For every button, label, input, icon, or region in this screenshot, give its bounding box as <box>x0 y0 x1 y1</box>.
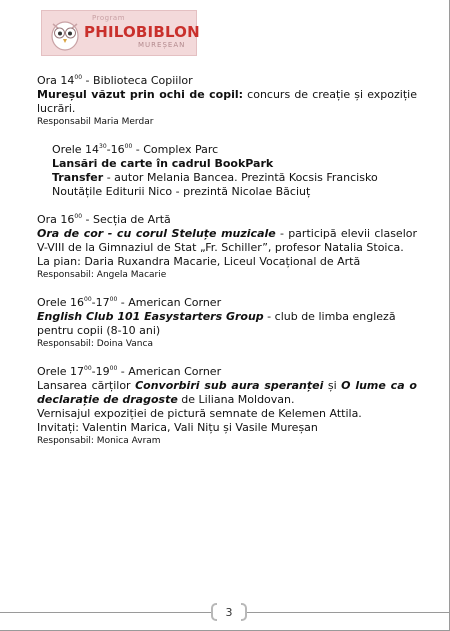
event-time: Orele $16^{00}-17^{00}$ - American Corner <box>37 296 222 309</box>
program-content <box>37 74 417 462</box>
logo-name-text: PHILOBIBLON <box>84 23 200 41</box>
event-responsible: Responsabil: Doina Vanca <box>37 339 153 349</box>
event-block <box>37 365 417 448</box>
event-block <box>37 74 417 129</box>
logo-city-text: MUREȘEAN <box>138 41 186 49</box>
event-time: Orele $14^{30}-16^{00}$ - Complex Parc <box>52 143 219 156</box>
event-title: Lansarea cărților Convorbiri sub aura speranței și O lume ca o declarație de dragoste de Liliana Moldovan. <box>37 379 417 406</box>
event-responsible: Responsabil: Monica Avram <box>37 436 161 446</box>
owl-icon <box>48 15 82 51</box>
right-brace-icon <box>241 603 247 621</box>
event-block <box>37 296 417 351</box>
event-title: Ora de cor - cu corul Steluțe muzicale - participă elevii claselor V-VIII de la Gimnaziul de Stat „Fr. Schiller”, profesor Natalia Stoica. <box>37 227 418 254</box>
event-time: Ora $14^{00}$ - Biblioteca Copiilor <box>37 74 193 87</box>
event-block <box>37 143 417 199</box>
event-detail: Invitați: Valentin Marica, Vali Nițu și Vasile Mureșan <box>37 421 318 434</box>
event-title: English Club 101 Easystarters Group - club de limba engleză pentru copii (8-10 ani) <box>37 310 396 337</box>
event-responsible: Responsabil: Angela Macarie <box>37 270 167 280</box>
left-brace-icon <box>211 603 217 621</box>
page-number: 3 <box>225 606 233 619</box>
event-time: Orele $17^{00}-19^{00}$ - American Corner <box>37 365 222 378</box>
logo-program-text: Program <box>92 14 126 22</box>
page-number-badge <box>211 603 247 623</box>
philobiblon-logo <box>41 10 200 56</box>
event-responsible: Responsabil Maria Merdar <box>37 117 154 127</box>
event-time: Ora $16^{00}$ - Secția de Artă <box>37 213 171 226</box>
event-detail: Noutățile Editurii Nico - prezintă Nicolae Băciuț <box>52 185 311 198</box>
event-detail: La pian: Daria Ruxandra Macarie, Liceul Vocațional de Artă <box>37 255 361 268</box>
event-detail: Vernisajul expoziției de pictură semnate de Kelemen Attila. <box>37 407 362 420</box>
event-detail: Transfer - autor Melania Bancea. Prezintă Kocsis Francisko <box>52 171 378 184</box>
event-block <box>37 213 417 282</box>
event-title: Lansări de carte în cadrul BookPark <box>52 157 274 170</box>
event-title: Mureșul văzut prin ochi de copil: concurs de creație și expoziție lucrări. <box>37 88 417 115</box>
